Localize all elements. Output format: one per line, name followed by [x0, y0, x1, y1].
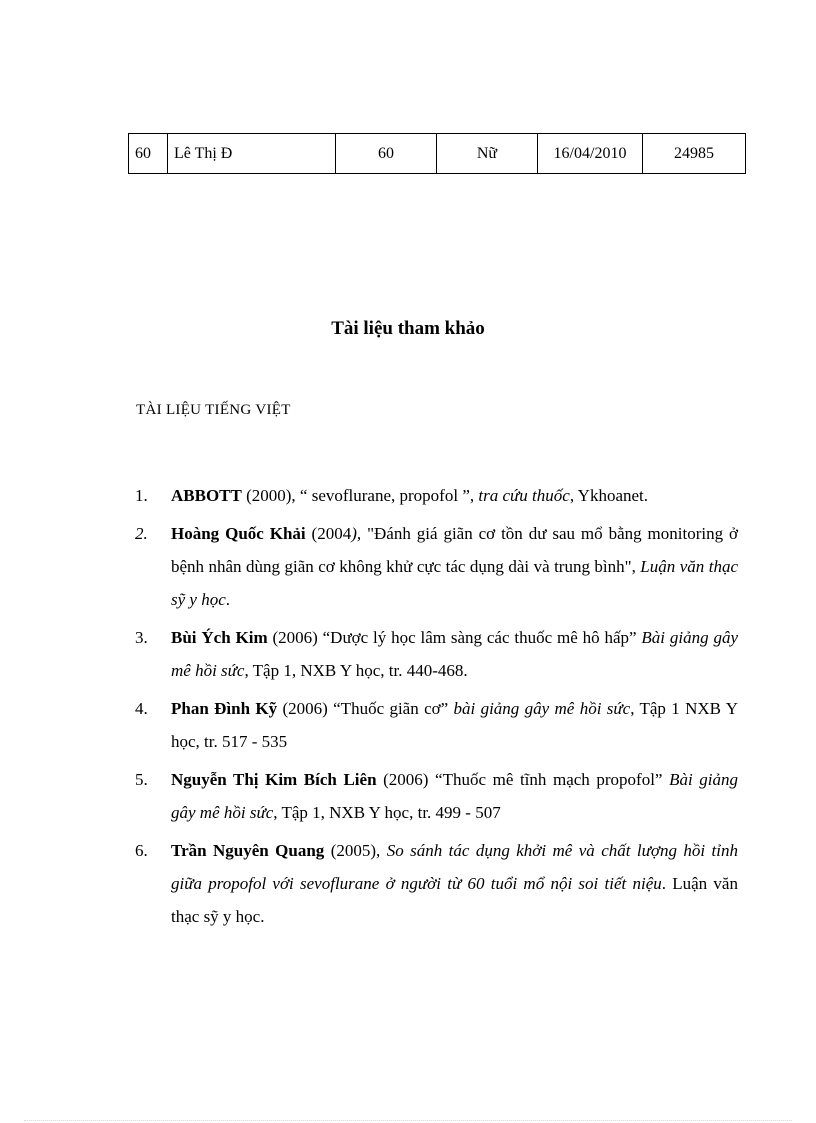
- ref-number: 5.: [135, 770, 148, 789]
- ref-italic: bài giảng gây mê hồi sức: [453, 699, 631, 718]
- ref-number: 6.: [135, 841, 148, 860]
- ref-author: ABBOTT: [171, 486, 242, 505]
- ref-italic: So sánh tác dụng khởi mê và chất lượng hồi tỉnh giữa propofol với sevoflurane ở người từ 60 tuổi mổ nội soi tiết niệu: [171, 841, 738, 893]
- ref-text: (2000), “ sevoflurane, propofol ”,: [241, 486, 479, 505]
- ref-text: , Ykhoanet.: [569, 486, 649, 505]
- ref-text: (2005),: [324, 841, 387, 860]
- table-row: [129, 134, 746, 174]
- list-item: [135, 517, 738, 616]
- ref-text: (2006) “Thuốc mê tĩnh mạch propofol”: [376, 770, 670, 789]
- ref-text: , Tập 1 NXB Y học, tr. 517 - 535: [171, 699, 738, 751]
- list-item: [135, 621, 738, 687]
- cell-stt: 60: [129, 134, 168, 174]
- cell-sex: Nữ: [437, 134, 538, 174]
- ref-text: "Đánh giá giãn cơ tồn dư sau mổ bằng monitoring ở bệnh nhân dùng giãn cơ không khử cực tác dụng dài và trung bình",: [171, 524, 738, 576]
- ref-text: . Luận văn thạc sỹ y học.: [171, 874, 738, 926]
- ref-author: Trần Nguyên Quang: [171, 841, 325, 860]
- ref-text: (2006) “Dược lý học lâm sàng các thuốc mê hô hấp”: [267, 628, 642, 647]
- cell-date: 16/04/2010: [538, 134, 643, 174]
- list-item: [135, 763, 738, 829]
- cell-age: 60: [336, 134, 437, 174]
- ref-text: , Tập 1, NXB Y học, tr. 499 - 507: [273, 803, 501, 822]
- patient-table: [128, 133, 746, 174]
- page-bottom-divider: [24, 1120, 792, 1121]
- ref-italic: tra cứu thuốc: [478, 486, 570, 505]
- ref-text: .: [225, 590, 231, 609]
- ref-italic: Luận văn thạc sỹ y học: [171, 557, 738, 609]
- ref-text: (2006) “Thuốc giãn cơ”: [277, 699, 454, 718]
- ref-text: (2004: [305, 524, 352, 543]
- ref-number: 4.: [135, 699, 148, 718]
- ref-italic: Bài giảng gây mê hồi sức: [171, 770, 738, 822]
- ref-text: , Tập 1, NXB Y học, tr. 440-468.: [244, 661, 468, 680]
- ref-author: Bùi Ých Kim: [171, 628, 268, 647]
- ref-number: 2.: [135, 524, 148, 543]
- cell-code: 24985: [643, 134, 746, 174]
- ref-author: Phan Đình Kỹ: [171, 699, 278, 718]
- ref-italic: Bài giảng gây mê hồi sức: [171, 628, 738, 680]
- reference-list: [135, 479, 738, 938]
- list-item: [135, 834, 738, 933]
- ref-author: Hoàng Quốc Khải: [171, 524, 306, 543]
- ref-author: Nguyễn Thị Kim Bích Liên: [171, 770, 377, 789]
- section-heading: TÀI LIỆU TIẾNG VIỆT: [136, 402, 291, 418]
- ref-italic: ),: [351, 524, 362, 543]
- cell-name: Lê Thị Đ: [168, 134, 336, 174]
- page-title: Tài liệu tham khảo: [331, 318, 485, 339]
- ref-number: 3.: [135, 628, 148, 647]
- list-item: [135, 692, 738, 758]
- list-item: [135, 479, 738, 512]
- ref-number: 1.: [135, 486, 148, 505]
